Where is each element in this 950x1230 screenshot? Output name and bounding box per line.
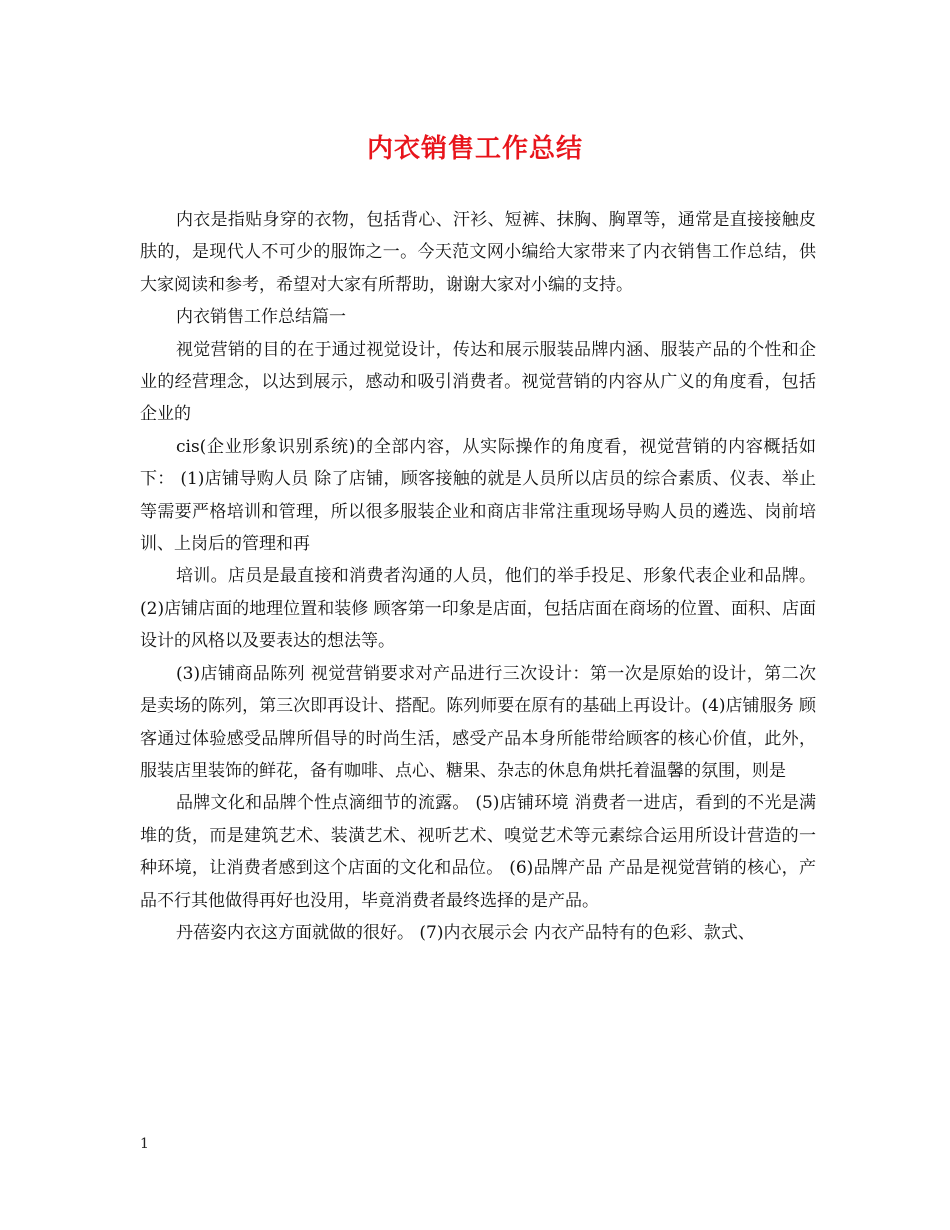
paragraph: 培训。店员是最直接和消费者沟通的人员，他们的举手投足、形象代表企业和品牌。 (2)店铺店面的地理位置和装修 顾客第一印象是店面，包括店面在商场的位置、面积、店面设计的风格以及要表达的想法等。 (140, 566, 816, 652)
paragraph: 品牌文化和品牌个性点滴细节的流露。 (5)店铺环境 消费者一进店，看到的不光是满堆的货，而是建筑艺术、装潢艺术、视听艺术、嗅觉艺术等元素综合运用所设计营造的一种环境，让消费者感到这个店面的文化和品位。 (6)品牌产品 产品是视觉营销的核心，产品不行其他做得再好也没用，毕竟消费者最终选择的是产品。 (140, 793, 816, 911)
page-title: 内衣销售工作总结 (366, 134, 583, 164)
paragraph: cis(企业形象识别系统)的全部内容，从实际操作的角度看，视觉营销的内容概括如下： (1)店铺导购人员 除了店铺，顾客接触的就是人员所以店员的综合素质、仪表、举止等需要严格培训和管理，所以很多服装企业和商店非常注重现场导购人员的遴选、岗前培训、上岗后的管理和再 (140, 436, 816, 555)
page-number: 1 (140, 1136, 149, 1152)
paragraph: 丹蓓姿内衣这方面就做的很好。 (7)内衣展示会 内衣产品特有的色彩、款式、 (176, 922, 755, 943)
document-body (140, 204, 816, 949)
paragraph-intro: 内衣是指贴身穿的衣物，包括背心、汗衫、短裤、抹胸、胸罩等，通常是直接接触皮肤的，是现代人不可少的服饰之一。今天范文网小编给大家带来了内衣销售工作总结，供大家阅读和参考，希望对大家有所帮助，谢谢大家对小编的支持。 (140, 210, 816, 295)
section-heading: 内衣销售工作总结篇一 (176, 307, 346, 328)
paragraph: 视觉营销的目的在于通过视觉设计，传达和展示服装品牌内涵、服装产品的个性和企业的经营理念，以达到展示，感动和吸引消费者。视觉营销的内容从广义的角度看，包括企业的 (140, 339, 816, 425)
paragraph: (3)店铺商品陈列 视觉营销要求对产品进行三次设计：第一次是原始的设计，第二次是卖场的陈列，第三次即再设计、搭配。陈列师要在原有的基础上再设计。(4)店铺服务 顾客通过体验感受品牌所倡导的时尚生活，感受产品本身所能带给顾客的核心价值，此外，服装店里装饰的鲜花，备有咖啡、点心、糖果、杂志的休息角烘托着温馨的氛围，则是 (140, 663, 816, 781)
